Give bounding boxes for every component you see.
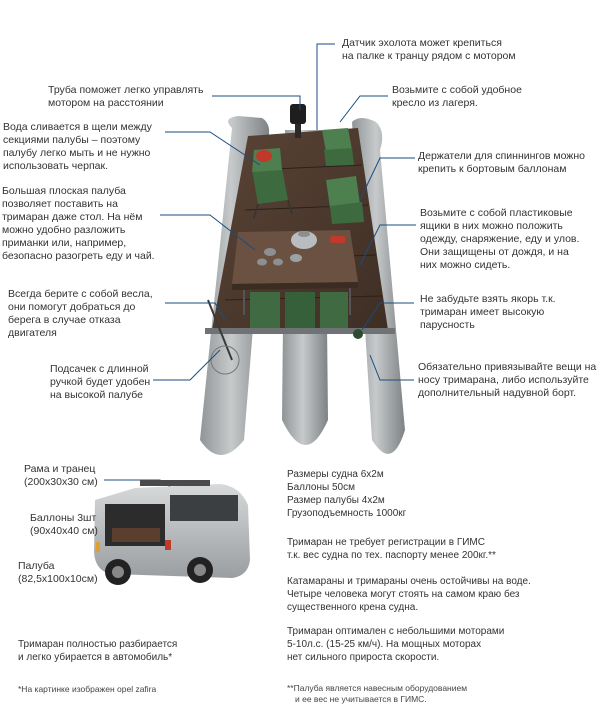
note-line: и легко убирается в автомобиль* (18, 652, 173, 663)
stability-note (287, 575, 531, 614)
callout-line: Труба поможет легко управлять (48, 84, 204, 96)
callout-line: позволяет поставить на (2, 198, 118, 210)
callout-line: безопасно разогреть еду и чай. (2, 250, 155, 262)
spec-line: Размеры судна 6x2м (287, 469, 384, 480)
car-illustration (94, 480, 250, 585)
callout-echo-sensor (342, 37, 516, 63)
callout-line: палубу легко мыть и не нужно (3, 147, 151, 159)
callout-line: секциями палубы – поэтому (3, 134, 141, 146)
callout-line: Большая плоская палуба (2, 185, 126, 197)
note-line: Катамараны и тримараны очень остойчивы на воде. (287, 576, 531, 587)
callout-line: на палке к транцу рядом с мотором (342, 50, 516, 62)
callout-line: Держатели для спиннингов можно (418, 150, 585, 162)
callout-line: Они защищены от дождя, и на (420, 246, 569, 258)
specs-block (287, 468, 406, 520)
note-line: Тримаран не требует регистрации в ГИМС (287, 537, 485, 548)
callout-line: Датчик эхолота может крепиться (342, 37, 502, 49)
red-bucket (256, 150, 272, 162)
spec-line: Размер палубы 4x2м (287, 495, 385, 506)
callout-line: тримаран даже стол. На нём (2, 211, 143, 223)
car-label-balloons (30, 512, 98, 538)
footnote-deck (287, 683, 467, 705)
callout-line: мотором на расстоянии (48, 97, 164, 109)
anchor (353, 329, 363, 339)
callout-line: берега в случае отказа (8, 314, 121, 326)
callout-landing-net (50, 363, 150, 402)
car-label-frame (24, 463, 98, 489)
callout-tie-items (418, 361, 596, 400)
callout-line: парусность (420, 319, 475, 331)
footnote-line: и ее вес не учитывается в ГИМС. (295, 694, 427, 704)
callout-line: двигателя (8, 327, 57, 339)
callout-plastic-boxes (420, 207, 579, 272)
note-line: Тримаран оптимален с небольшими моторами (287, 626, 505, 637)
callout-line: Возьмите с собой пластиковые (420, 207, 573, 219)
callout-line: они помогут добраться до (8, 301, 136, 313)
footnote-car: *На картинке изображен opel zafira (18, 684, 157, 694)
note-line: Четыре человека могут стоять на самом краю без (287, 589, 520, 600)
car-label-line: Палуба (18, 560, 55, 572)
car-label-line: Рама и транец (24, 463, 96, 475)
callout-chair (392, 84, 522, 110)
callout-line: них можно сидеть. (420, 259, 511, 271)
callout-line: Обязательно привязывайте вещи на (418, 361, 597, 373)
footnote-line: **Палуба является навесным оборудованием (287, 683, 468, 693)
callout-line: ящики в них можно положить (420, 220, 563, 232)
callout-line: носу тримарана, либо используйте (418, 374, 589, 386)
callout-line: приманки или, например, (2, 237, 127, 249)
callout-line: Возьмите с собой удобное (392, 84, 522, 96)
callout-line: Не забудьте взять якорь т.к. (420, 293, 556, 305)
note-line: Тримаран полностью разбирается (18, 639, 178, 650)
callout-line: одежду, снаряжение, еду и улов. (420, 233, 580, 245)
car-label-line: Баллоны 3шт (30, 512, 97, 524)
callout-line: крепить к бортовым баллонам (418, 163, 567, 175)
motors-note (287, 625, 504, 664)
callout-oars (8, 288, 153, 340)
note-line: нет сильного прироста скорости. (287, 652, 440, 663)
disassembly-note (18, 638, 177, 664)
registration-note (287, 536, 496, 562)
note-line: т.к. вес судна по тех. паспорту менее 200кг.** (287, 550, 496, 561)
callout-line: можно удобно разложить (2, 224, 126, 236)
callout-line: Подсачек с длинной (50, 363, 149, 375)
car-label-deck (18, 560, 98, 586)
note-line: 5-10л.с. (15-25 км/ч). На мощных моторах (287, 639, 482, 650)
car-label-line: (200x30x30 см) (24, 476, 98, 488)
callout-line: ручкой будет удобен (50, 376, 151, 388)
note-line: существенного крена судна. (287, 602, 419, 613)
callout-anchor (420, 293, 556, 332)
spec-line: Баллоны 50см (287, 482, 355, 493)
callout-line: Вода сливается в щели между (3, 121, 152, 133)
callout-line: кресло из лагеря. (392, 97, 478, 109)
callout-big-deck (2, 185, 155, 263)
callout-line: тримаран имеет высокую (420, 306, 545, 318)
callout-line: дополнительный надувной борт. (418, 387, 576, 399)
callout-line: Всегда берите с собой весла, (8, 288, 153, 300)
car-label-line: (90x40x40 см) (30, 525, 98, 537)
callout-pipe-motor (48, 84, 203, 110)
callout-rod-holders (418, 150, 585, 176)
callout-line: использовать черпак. (3, 160, 108, 172)
callout-water-drain (3, 121, 152, 173)
car-label-line: (82,5x100x10см) (18, 573, 98, 585)
callout-line: на высокой палубе (50, 389, 143, 401)
spec-line: Грузоподъемность 1000кг (287, 508, 407, 519)
plastic-boxes (250, 292, 348, 328)
